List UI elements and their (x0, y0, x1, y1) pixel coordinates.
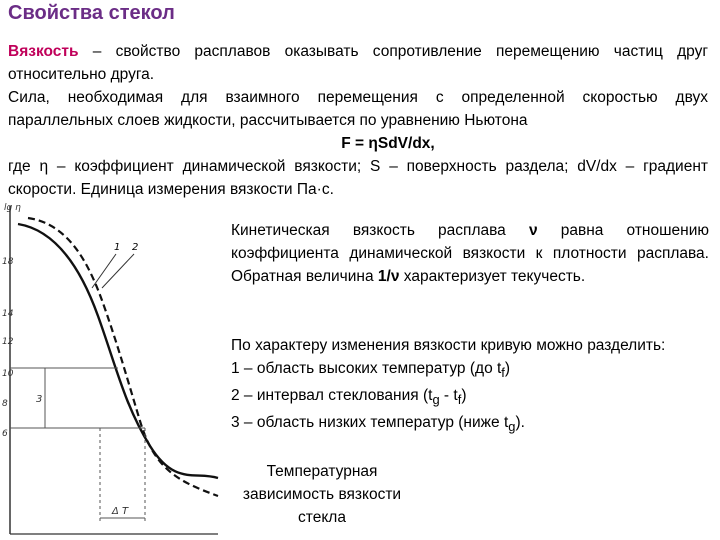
curve-1-leader (92, 254, 116, 288)
curve-2-leader (102, 254, 134, 288)
region-2: 2 – интервал стеклования $(t_g - t_f)$ (231, 387, 467, 408)
y-tick-12: 12 (2, 337, 14, 347)
curve-2-label: 2 (132, 242, 139, 253)
y-tick-14: 14 (2, 309, 14, 319)
newton-formula: F = ηSdV/dx, (341, 135, 435, 152)
y-tick-18: 18 (2, 257, 14, 267)
viscosity-term: Вязкость (8, 43, 79, 60)
curve-regions-text (231, 334, 709, 438)
kinematic-viscosity-text (231, 219, 709, 288)
force-description: Сила, необходимая для взаимного перемещения с определенной скоростью двух параллельных слоев жидкости, рассчитывается по уравнению Ньютона (8, 89, 708, 129)
y-tick-10: 10 (2, 369, 14, 379)
page-title: Свойства стекол (8, 2, 175, 24)
viscosity-curve-dashed (28, 218, 218, 496)
y-tick-8: 8 (2, 399, 8, 409)
region-3: 3 – область низких температур (ниже $t_g$). (231, 414, 525, 435)
figure-caption: Температурная зависимость вязкости стекла (242, 463, 402, 526)
inverse-nu: 1/ν (377, 268, 400, 285)
viscosity-figure (0, 196, 222, 540)
kinematic-text-start: Кинетическая вязкость расплава (231, 222, 529, 239)
curve-1-label: 1 (114, 242, 121, 253)
formula-legend: где η – коэффициент динамической вязкости; S – поверхность раздела; dV/dx – градиент скорости. Единица измерения вязкости Па·с. (8, 158, 708, 198)
kinematic-text-end: характеризует текучесть. (399, 268, 586, 285)
delta-t-label: Δ T (112, 506, 129, 517)
kinematic-text-mid: равна отношению коэффициента динамической вязкости к плотности расплава. Обратная величина (231, 222, 709, 285)
y-axis-label: lg η (4, 203, 21, 213)
region-1: 1 – область высоких температур (до $t_f$) (231, 360, 511, 381)
nu-symbol: ν (528, 222, 538, 239)
region-3-label: 3 (36, 394, 43, 405)
intro-text (8, 40, 708, 201)
y-tick-6: 6 (2, 429, 8, 439)
regions-intro: По характеру изменения вязкости кривую можно разделить: (231, 337, 666, 354)
viscosity-definition: – свойство расплавов оказывать сопротивление перемещению частиц друг относительно друга. (8, 43, 708, 83)
